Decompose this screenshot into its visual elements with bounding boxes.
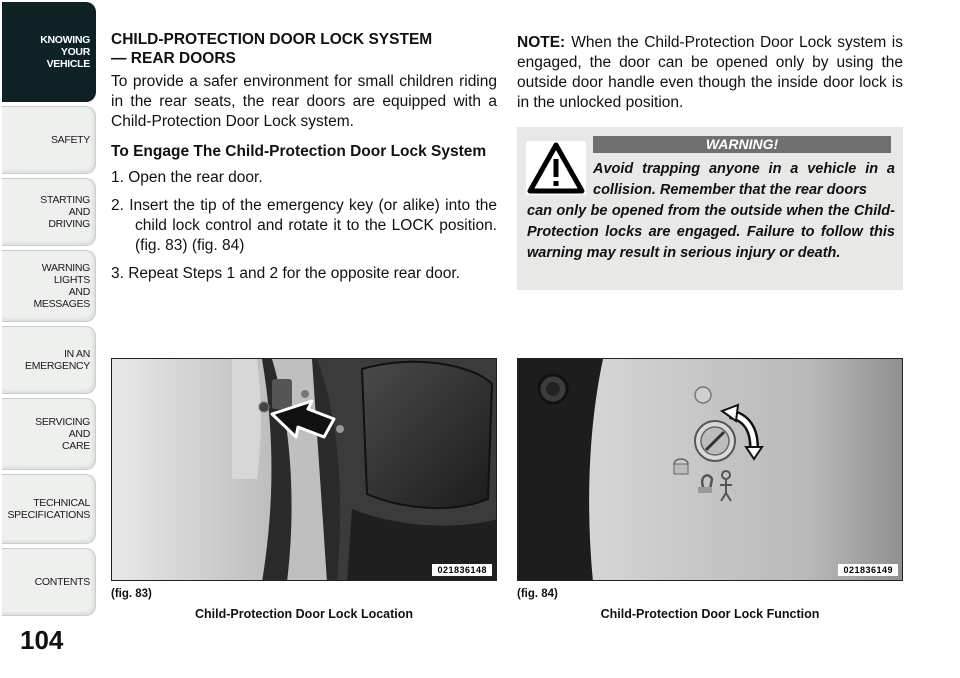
tab-starting-and-driving[interactable]: STARTING AND DRIVING [2,178,96,246]
tab-in-an-emergency[interactable]: IN AN EMERGENCY [2,326,96,394]
warning-text [527,159,895,264]
door-lock-location-photo [112,359,497,581]
door-lock-function-photo [518,359,903,581]
page-number: 104 [20,625,64,655]
section-heading-line2: — REAR DOORS [111,50,236,67]
figure-83-caption: Child-Protection Door Lock Location [194,607,414,621]
note-text: When the Child-Protection Door Lock system is engaged, the door can be opened only by using the outside door handle even though the inside door lock is in the unlocked position. [517,34,903,111]
tab-technical-specifications[interactable]: TECHNICAL SPECIFICATIONS [2,474,96,544]
warning-text-first: Avoid trapping anyone in a vehicle in a collision. Remember that the rear doors [593,161,895,198]
figure-84-caption: Child-Protection Door Lock Function [600,607,820,621]
figure-83-label: (fig. 83) [111,588,152,600]
left-column [111,30,497,284]
section-heading-line1: CHILD-PROTECTION DOOR LOCK SYSTEM [111,31,433,48]
step-2: 2. Insert the tip of the emergency key (or alike) into the child lock control and rotate it to the LOCK position. (fig. 83) (fig. 84) [111,197,497,254]
tab-servicing-and-care[interactable]: SERVICING AND CARE [2,398,96,470]
note-paragraph [517,33,903,113]
intro-paragraph: To provide a safer environment for small children riding in the rear seats, the rear doors are equipped with a Child-Protection Door Lock system. [111,73,497,130]
figure-84-code: 021836149 [838,564,898,576]
warning-box [517,127,903,290]
figure-84 [517,358,903,581]
section-heading [111,30,497,68]
tab-contents[interactable]: CONTENTS [2,548,96,616]
tab-knowing-your-vehicle[interactable]: KNOWING YOUR VEHICLE [2,2,96,102]
figure-83 [111,358,497,581]
tab-warning-lights-and-messages[interactable]: WARNING LIGHTS AND MESSAGES [2,250,96,322]
figure-84-label: (fig. 84) [517,588,558,600]
figure-83-code: 021836148 [432,564,492,576]
note-label: NOTE: [517,34,566,51]
subheading: To Engage The Child-Protection Door Lock System [111,143,487,160]
step-3: 3. Repeat Steps 1 and 2 for the opposite rear door. [111,265,460,282]
warning-text-rest: can only be opened from the outside when the Child-Protection locks are engaged. Failure to follow this warning may result in serious injury or death. [527,203,895,261]
step-1: 1. Open the rear door. [111,169,263,186]
warning-title: WARNING! [593,136,891,153]
tab-safety[interactable]: SAFETY [2,106,96,174]
